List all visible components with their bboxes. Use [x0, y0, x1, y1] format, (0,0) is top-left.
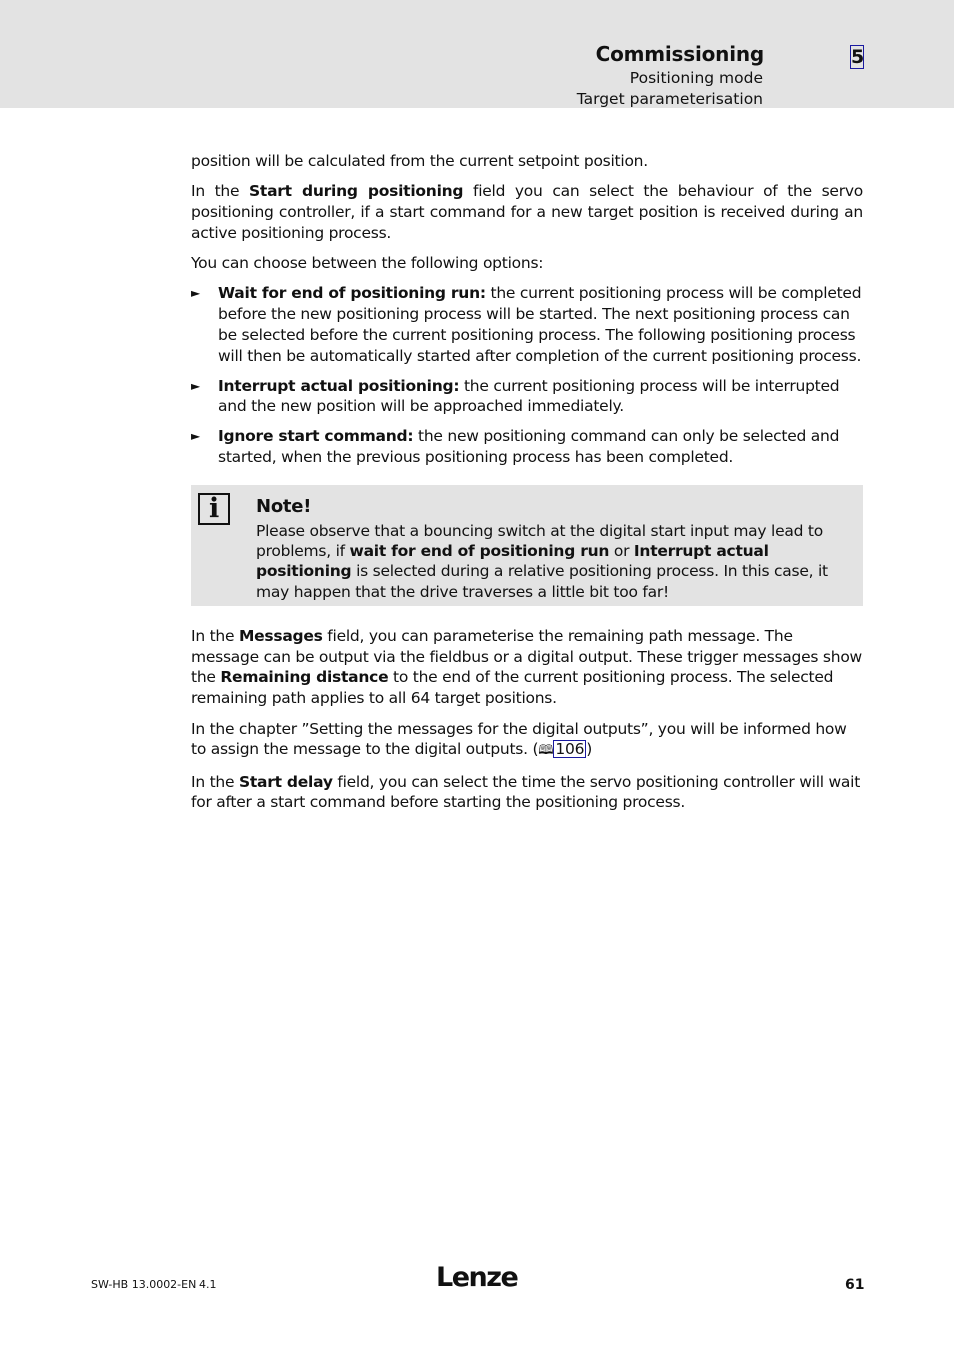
text: In the — [191, 772, 239, 791]
bullet-arrow-icon: ► — [191, 286, 200, 301]
document-id: SW-HB 13.0002-EN — [91, 1278, 197, 1291]
text: In the — [191, 182, 249, 201]
subsection-subtitle: Target parameterisation — [576, 90, 763, 108]
paragraph — [191, 772, 863, 814]
option-name: wait for end of positioning run — [349, 542, 610, 561]
note-text — [256, 521, 851, 602]
options-list — [191, 283, 863, 467]
option-text: the current positioning process will be completed before the new positioning process will be started. The next positioning process can be selected before the current positioning process. The following positioning process will then be automatically started after completion of the current positioning process. — [218, 284, 862, 365]
book-icon: 🕮 — [538, 743, 554, 759]
option-name: Interrupt actual positioning — [256, 542, 769, 581]
text: ) — [586, 740, 593, 759]
note-box — [191, 485, 863, 606]
term: Remaining distance — [220, 668, 389, 687]
text: field, you can parameterise the remaining path message. The message can be output via the fieldbus or a digital output. These trigger messages show the — [191, 626, 862, 687]
paragraph: position will be calculated from the current setpoint position. — [191, 152, 648, 170]
section-subtitle: Positioning mode — [629, 69, 763, 87]
header-band — [0, 0, 954, 108]
option-text: the new positioning command can only be selected and started, when the previous positioning process has been completed. — [218, 427, 840, 467]
main-content — [191, 151, 863, 823]
paragraph — [191, 719, 863, 763]
document-version: 4.1 — [199, 1278, 217, 1291]
text: or — [609, 542, 634, 561]
page-reference-link[interactable]: 106 — [555, 740, 585, 759]
option-text: the current positioning process will be interrupted and the new position will be approached immediately. — [218, 376, 840, 416]
paragraph — [191, 626, 863, 709]
text: is selected during a relative positioning process. In this case, it may happen that the drive traverses a little bit too far! — [256, 562, 828, 601]
text: field, you can select the time the servo positioning controller will wait for after a start command before starting the positioning process. — [191, 772, 861, 812]
text: In the — [191, 626, 239, 645]
paragraph — [191, 181, 863, 243]
lenze-logo: Lenze — [436, 1262, 518, 1293]
text: to the end of the current positioning process. The selected remaining path applies to all 64 target positions. — [191, 668, 834, 708]
chapter-title: Commissioning — [595, 42, 764, 66]
list-item — [191, 426, 863, 468]
paragraph: You can choose between the following options: — [191, 254, 544, 273]
text: In the chapter ”Setting the messages for the digital outputs”, you will be informed how to assign the message to the digital outputs. ( — [191, 719, 847, 759]
info-icon: i — [198, 493, 230, 525]
bullet-arrow-icon: ► — [191, 378, 200, 393]
chapter-number-link[interactable]: 5 — [851, 46, 865, 68]
text: Please observe that a bouncing switch at the digital start input may lead to problems, if — [256, 522, 823, 561]
option-name: Interrupt actual positioning: — [218, 376, 460, 395]
field-name: Start delay — [238, 772, 333, 791]
page-number: 61 — [845, 1277, 865, 1293]
option-name: Wait for end of positioning run: — [218, 284, 486, 303]
field-name: Start during positioning — [249, 182, 464, 201]
text: field you can select the behaviour of the servo positioning controller, if a start command for a new target position is received during an active positioning process. — [191, 182, 863, 242]
note-title: Note! — [256, 495, 312, 517]
list-item — [191, 376, 863, 418]
bullet-arrow-icon: ► — [191, 429, 200, 444]
list-item — [191, 283, 863, 366]
option-name: Ignore start command: — [218, 427, 414, 446]
field-name: Messages — [238, 626, 323, 645]
